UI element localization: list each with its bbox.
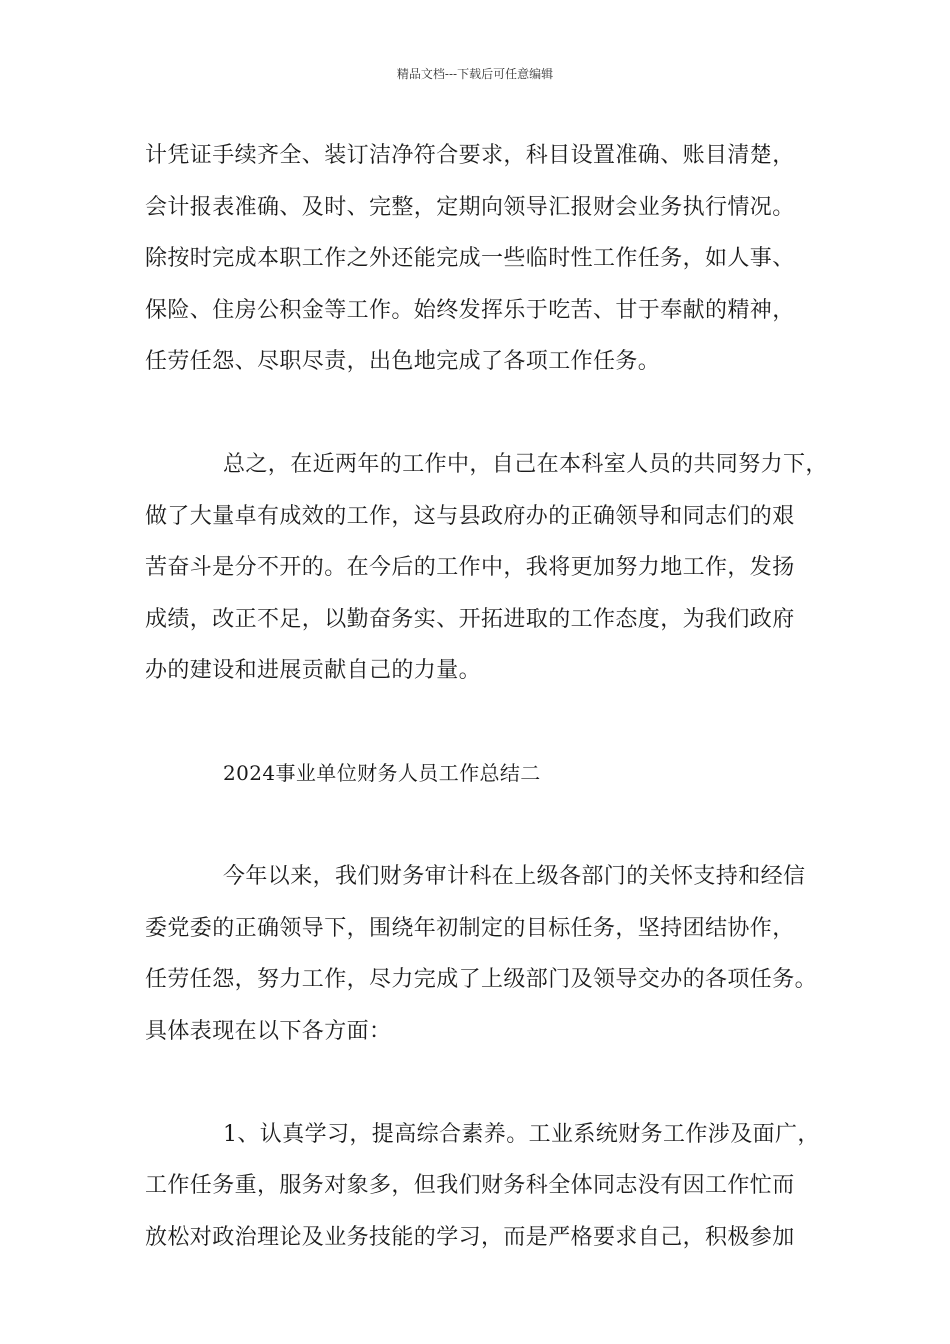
- text-line: 成绩，改正不足，以勤奋务实、开拓进取的工作态度，为我们政府: [145, 606, 795, 632]
- text-line: 今年以来，我们财务审计科在上级各部门的关怀支持和经信: [223, 864, 806, 889]
- paragraph-gap: [145, 1057, 835, 1109]
- paragraph-gap: [145, 388, 835, 440]
- text-line: 放松对政治理论及业务技能的学习，而是严格要求自己，积极参加: [145, 1224, 795, 1250]
- text-line: 总之，在近两年的工作中，自己在本科室人员的共同努力下，: [223, 452, 828, 477]
- page-header: 精品文档---下载后可任意编辑: [396, 67, 554, 81]
- text-line: 任劳任怨，努力工作，尽力完成了上级部门及领导交办的各项任务。: [145, 967, 818, 992]
- text-line: 工作任务重，服务对象多，但我们财务科全体同志没有因工作忙而: [145, 1173, 795, 1198]
- text-line: 保险、住房公积金等工作。始终发挥乐于吃苦、甘于奉献的精神，: [145, 297, 795, 323]
- paragraph-continuation: [145, 130, 835, 388]
- text-line: 1、认真学习，提高综合素养。工业系统财务工作涉及面广，: [223, 1121, 820, 1147]
- section-heading: 2024事业单位财务人员工作总结二: [223, 761, 541, 785]
- paragraph-intro: [145, 851, 835, 1057]
- paragraph-summary: [145, 439, 835, 697]
- text-line: 办的建设和进展贡献自己的力量。: [145, 658, 482, 683]
- text-line: 做了大量卓有成效的工作，这与县政府办的正确领导和同志们的艰: [145, 503, 795, 529]
- text-line: 苦奋斗是分不开的。在今后的工作中，我将更加努力地工作，发扬: [145, 555, 795, 580]
- text-line: 任劳任怨、尽职尽责，出色地完成了各项工作任务。: [145, 349, 661, 374]
- paragraph-gap: [145, 800, 835, 852]
- document-body: [145, 130, 835, 1263]
- text-line: 计凭证手续齐全、装订洁净符合要求，科目设置准确、账目清楚，: [145, 143, 795, 168]
- text-line: 除按时完成本职工作之外还能完成一些临时性工作任务，如人事、: [145, 246, 795, 271]
- text-line: 委党委的正确领导下，围绕年初制定的目标任务，坚持团结协作，: [145, 915, 795, 941]
- text-line: 具体表现在以下各方面：: [145, 1018, 392, 1044]
- text-line: 会计报表准确、及时、完整，定期向领导汇报财会业务执行情况。: [145, 194, 795, 220]
- paragraph-gap: [145, 697, 835, 749]
- paragraph-item-1: [145, 1109, 835, 1264]
